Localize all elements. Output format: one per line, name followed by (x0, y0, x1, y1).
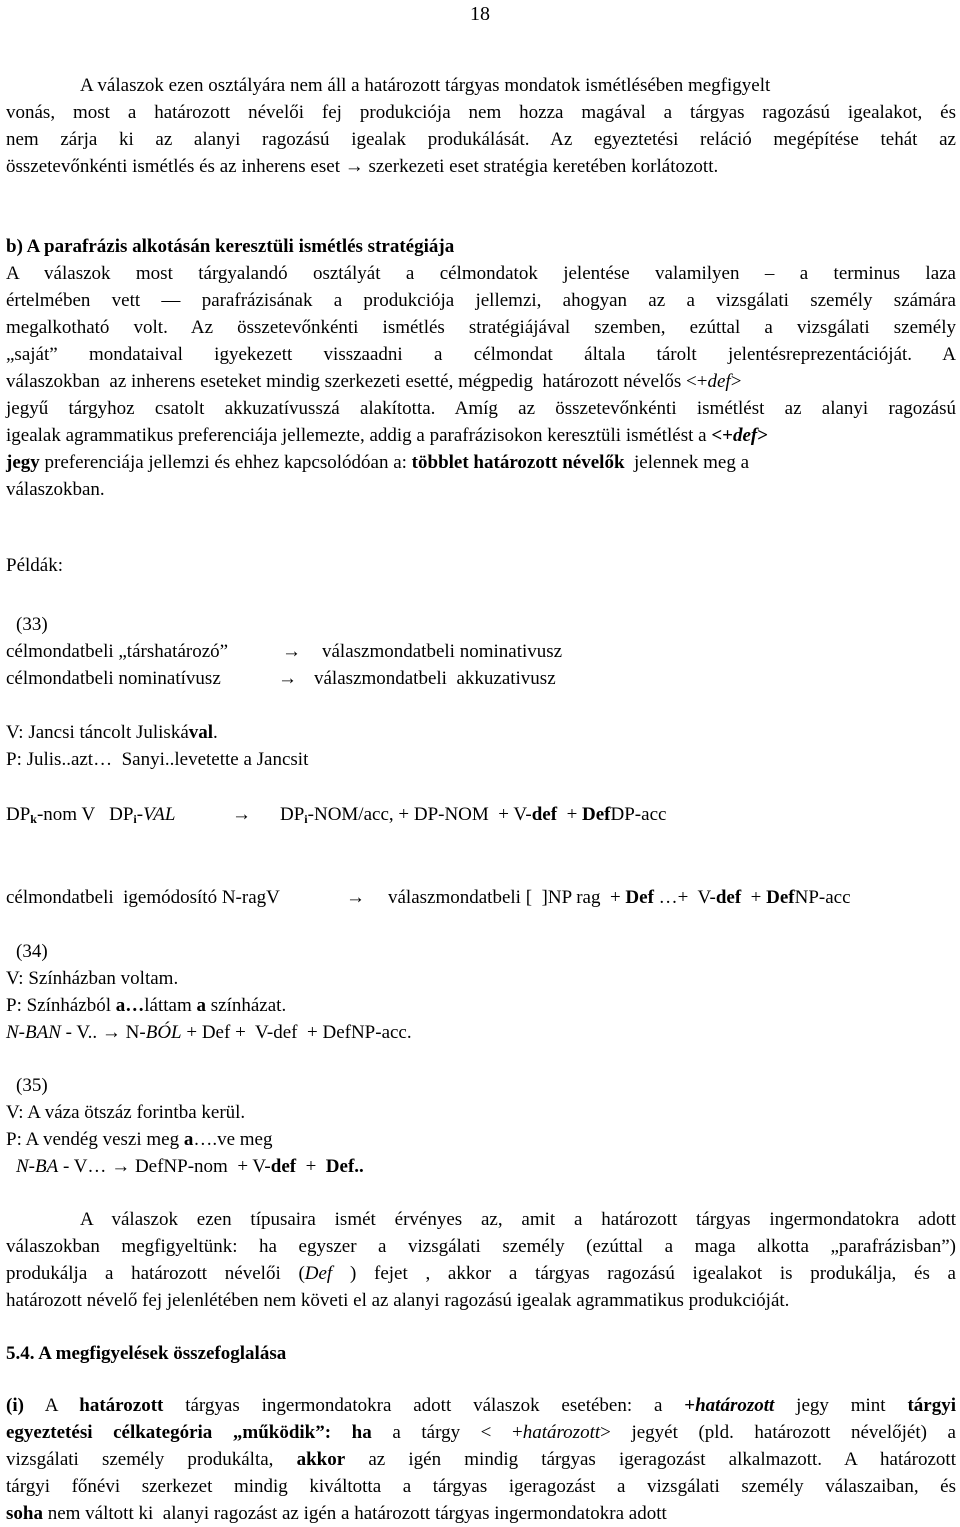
text-segment: válaszokban az inherens eseteket mindig szerkezeti esetté, mégpedig határozott névelős <+ (6, 371, 708, 392)
text-segment: Def.. (325, 1156, 364, 1177)
text-segment: - V… (58, 1156, 107, 1177)
section-b-line5 (6, 371, 741, 393)
section-b-line9: válaszokban. (6, 479, 105, 500)
text-segment: ) fejet , akkor a tárgyas ragozású igealakot is produkálja, és a (332, 1263, 956, 1284)
text-segment: val (188, 722, 214, 743)
text-segment: határozott (522, 1422, 601, 1443)
text-segment: BÓL (145, 1022, 182, 1043)
text-segment: az igén mindig tárgyas igeragozást alkalmazott. A határozott (345, 1449, 956, 1470)
section-54-line5 (6, 1503, 667, 1525)
section-b-line2: értelmében vett ― parafrázisának a produkciója jellemzi, ahogyan az a vizsgálati személy számára (6, 290, 956, 311)
text-segment: DP (6, 804, 31, 825)
text-segment: igealak agrammatikus preferenciája jellemezte, addig a parafrázisokon keresztüli ismétlést a (6, 425, 712, 446)
example-33-rule2-left: célmondatbeli nominatívusz (6, 668, 221, 689)
section-54-line4: tárgyi főnévi szerkezet mindig kiváltotta a tárgyas igeragozást a vizsgálati személy válaszaiban, és (6, 1476, 956, 1497)
section-b-line8 (6, 452, 749, 474)
text-segment: jegy mint (774, 1395, 908, 1416)
section-b-line3: megalkotható volt. Az összetevőnkénti ismétlés stratégiájával szemben, ezúttal a vizsgálati személy (6, 317, 956, 338)
text-segment: P: A vendég veszi meg (6, 1129, 184, 1150)
text-segment: egyeztetési célkategória (6, 1422, 213, 1443)
text-segment: -nom V DP (36, 804, 134, 825)
text-segment: DP-acc (610, 804, 667, 825)
section-b-line1: A válaszok most tárgyalandó osztályát a célmondatok jelentése valamilyen – a terminus laza (6, 263, 956, 284)
text-segment: tárgyi (907, 1395, 956, 1416)
text-segment: + (684, 1395, 696, 1416)
text-segment: P: Színházból (6, 995, 116, 1016)
text-segment: tárgyas ingermondatokra adott válaszok esetében: a (163, 1395, 685, 1416)
text-segment: összetevőnkénti ismétlés és az inherens eset (6, 156, 340, 177)
para2-line3 (6, 1263, 956, 1285)
arrow-icon: → (346, 887, 365, 908)
example-33-gloss-left: célmondatbeli igemódosító N-ragV (6, 887, 280, 908)
example-33-rule1-right: válaszmondatbeli nominativusz (322, 641, 563, 662)
arrow-icon: → (111, 1156, 131, 1177)
page-number: 18 (470, 3, 490, 25)
example-33-p-sentence: P: Julis..azt… Sanyi..levetette a Jancsit (6, 749, 309, 770)
para2-line1: A válaszok ezen típusaira ismét érvényes az, amit a határozott tárgyas ingermondatokra adott (80, 1209, 956, 1230)
example-35-p-sentence (6, 1129, 273, 1151)
example-33-formula-left (6, 804, 175, 830)
text-segment: N-BAN (6, 1022, 61, 1043)
para1-line1: A válaszok ezen osztályára nem áll a határozott tárgyas mondatok ismétlésében megfigyelt (80, 75, 771, 96)
example-35-number: (35) (16, 1075, 48, 1096)
text-segment: láttam (144, 995, 197, 1016)
text-segment: a… (115, 995, 145, 1016)
text-segment: NP-acc (794, 887, 851, 908)
example-33-rule2-right: válaszmondatbeli akkuzativusz (314, 668, 556, 689)
text-segment: -NOM/acc, + DP-NOM + V- (307, 804, 532, 825)
text-segment: preferenciája jellemzi és ehhez kapcsolódóan a: (39, 452, 412, 473)
example-34-formula (6, 1022, 412, 1044)
section-b-line4: „saját” mondataival igyekezett visszaadni a célmondat általa tárolt jelentésreprezentációját. A (6, 344, 956, 365)
text-segment: def (715, 887, 742, 908)
text-segment: + Def + V-def + DefNP-acc. (181, 1022, 412, 1043)
example-34-p-sentence (6, 995, 286, 1017)
text-segment: + (741, 887, 767, 908)
text-segment: DP (280, 804, 305, 825)
text-segment: a (183, 1129, 194, 1150)
text-segment: jelennek meg a (624, 452, 750, 473)
text-segment: V: Jancsi táncolt Juliská (6, 722, 189, 743)
para2-line2: válaszokban megfigyeltünk: ha egyszer a vizsgálati személy (ezúttal a maga alkotta „parafrázisban”) (6, 1236, 956, 1257)
text-segment: soha (6, 1503, 43, 1524)
example-34-v-sentence: V: Színházban voltam. (6, 968, 179, 989)
para1-line2: vonás, most a határozott névelői fej produkciója nem hozza magával a tárgyas ragozású igealakot, és (6, 102, 956, 123)
arrow-icon: → (101, 1022, 121, 1043)
text-segment: vizsgálati személy produkálta, (6, 1449, 297, 1470)
example-33-rule1-left: célmondatbeli „társhatározó” (6, 641, 229, 662)
text-segment: a (196, 995, 207, 1016)
text-segment: Def (766, 887, 795, 908)
text-segment: Def (304, 1263, 333, 1284)
text-segment: N-BA (16, 1156, 59, 1177)
arrow-icon: → (232, 804, 251, 825)
section-54-line1 (6, 1395, 956, 1417)
section-54-line3 (6, 1449, 956, 1471)
example-33-number: (33) (16, 614, 48, 635)
text-segment: Def (582, 804, 611, 825)
examples-label: Példák: (6, 555, 63, 576)
text-segment: jegy (6, 452, 40, 473)
example-33-gloss-right (388, 887, 851, 909)
subscript: k (30, 812, 37, 826)
text-segment: > (730, 371, 742, 392)
text-segment: def (707, 371, 731, 392)
example-33-formula-right (280, 804, 666, 830)
section-b-line6: jegyű tárgyhoz csatolt akkuzatívusszá alakította. Amíg az összetevőnkénti ismétlést az alanyi ragozású (6, 398, 956, 419)
arrow-icon: → (344, 156, 364, 177)
section-54-heading: 5.4. A megfigyelések összefoglalása (6, 1343, 287, 1364)
text-segment: -VAL (136, 804, 176, 825)
text-segment: …+ V- (653, 887, 716, 908)
text-segment: + (296, 1156, 326, 1177)
example-34-number: (34) (16, 941, 48, 962)
section-b-heading: b) A parafrázis alkotásán keresztüli ismétlés stratégiája (6, 236, 455, 257)
text-segment: N- (120, 1022, 146, 1043)
text-segment: > (757, 425, 769, 446)
text-segment: válaszmondatbeli [ ]NP rag + (388, 887, 626, 908)
text-segment: def (531, 804, 558, 825)
para1-line4 (6, 156, 718, 178)
arrow-icon: → (282, 641, 301, 662)
section-b-line7 (6, 425, 768, 447)
example-35-v-sentence: V: A váza ötszáz forintba kerül. (6, 1102, 246, 1123)
text-segment: határozott (695, 1395, 775, 1416)
text-segment: + (557, 804, 583, 825)
text-segment: . (213, 722, 218, 743)
text-segment: <+ (711, 425, 733, 446)
text-segment: ….ve meg (193, 1129, 273, 1150)
text-segment: (i) (6, 1395, 24, 1416)
para2-line4: határozott névelő fej jelenlétében nem követi el az alanyi ragozású igealak agrammatikus produkcióját. (6, 1290, 790, 1311)
text-segment: szerkezeti eset stratégia keretében korlátozott. (368, 156, 719, 177)
subscript: i (133, 812, 137, 826)
section-54-line2 (6, 1422, 956, 1444)
text-segment: színházat. (206, 995, 287, 1016)
para1-line3: nem zárja ki az alanyi ragozású igealak produkálását. Az egyeztetési reláció megépítése tehát az (6, 129, 956, 150)
arrow-icon: → (278, 668, 297, 689)
text-segment: A (23, 1395, 80, 1416)
text-segment: def (270, 1156, 297, 1177)
text-segment: Def (625, 887, 654, 908)
text-segment: „működik”: ha (212, 1422, 372, 1443)
text-segment: nem váltott ki alanyi ragozást az igén a határozott tárgyas ingermondatokra adott (42, 1503, 667, 1524)
example-35-formula (16, 1156, 364, 1178)
text-segment: - V.. (60, 1022, 98, 1043)
text-segment: többlet határozott névelők (411, 452, 625, 473)
text-segment: határozott (79, 1395, 164, 1416)
example-33-v-sentence (6, 722, 218, 744)
text-segment: def (732, 425, 758, 446)
text-segment: DefNP-nom + V- (130, 1156, 271, 1177)
text-segment: a tárgy < + (371, 1422, 523, 1443)
subscript: i (304, 812, 308, 826)
text-segment: > jegyét (pld. határozott névelőjét) a (600, 1422, 956, 1443)
text-segment: produkálja a határozott névelői ( (6, 1263, 305, 1284)
text-segment: akkor (296, 1449, 346, 1470)
